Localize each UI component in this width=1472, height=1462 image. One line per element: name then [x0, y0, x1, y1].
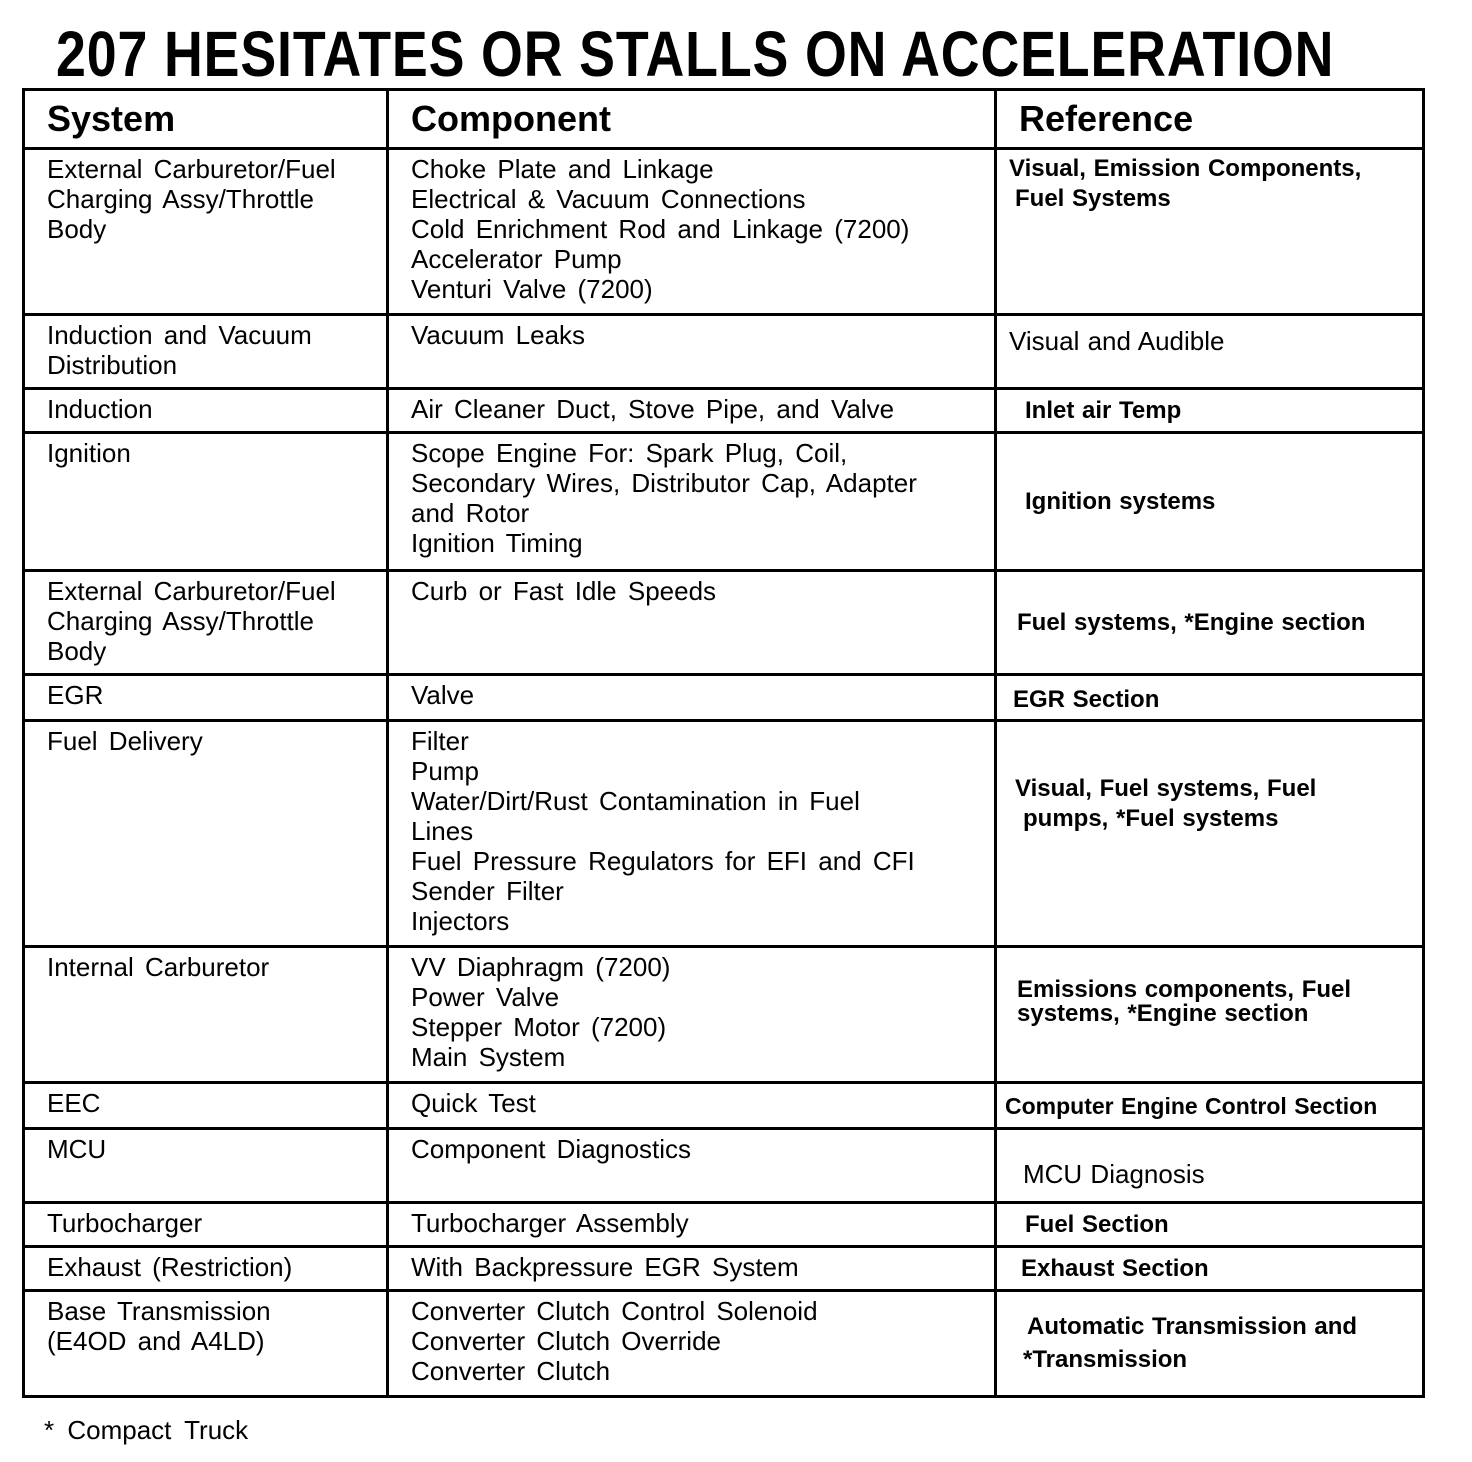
table-row	[24, 1247, 1424, 1291]
component-line: Venturi Valve (7200)	[411, 274, 653, 304]
system-line: Turbocharger	[47, 1208, 203, 1238]
reference-cell	[996, 721, 1424, 947]
header-system: System	[24, 90, 388, 149]
system-line: EGR	[47, 680, 104, 710]
component-cell	[388, 1083, 996, 1129]
system-cell	[24, 1291, 388, 1397]
reference-cell	[996, 1203, 1424, 1247]
component-line: Choke Plate and Linkage	[411, 154, 714, 184]
system-line: Body	[47, 636, 107, 666]
reference-cell	[996, 1129, 1424, 1203]
system-line: Distribution	[47, 350, 178, 380]
reference-cell	[996, 947, 1424, 1083]
system-cell	[24, 947, 388, 1083]
system-cell	[24, 675, 388, 721]
reference-line: Visual and Audible	[1009, 326, 1225, 356]
system-line: External Carburetor/Fuel	[47, 154, 336, 184]
table-header-row	[24, 90, 1424, 149]
component-line: Sender Filter	[411, 876, 564, 906]
reference-cell	[996, 149, 1424, 315]
reference-line: Visual, Fuel systems, Fuel	[1015, 775, 1317, 802]
diagnostic-table	[22, 88, 1425, 1398]
system-line: Charging Assy/Throttle	[47, 606, 315, 636]
table-row	[24, 675, 1424, 721]
reference-line: pumps, *Fuel systems	[1023, 805, 1279, 832]
component-line: Lines	[411, 816, 474, 846]
table-row	[24, 1203, 1424, 1247]
component-cell	[388, 571, 996, 675]
component-cell	[388, 1291, 996, 1397]
table-row	[24, 1129, 1424, 1203]
system-cell	[24, 1247, 388, 1291]
table-row	[24, 1083, 1424, 1129]
component-cell	[388, 389, 996, 433]
header-reference: Reference	[996, 90, 1424, 149]
component-cell	[388, 675, 996, 721]
reference-line: Exhaust Section	[1021, 1254, 1209, 1282]
system-cell	[24, 571, 388, 675]
component-line: Stepper Motor (7200)	[411, 1012, 667, 1042]
system-line: (E4OD and A4LD)	[47, 1326, 265, 1356]
system-cell	[24, 1203, 388, 1247]
component-cell	[388, 433, 996, 571]
reference-cell	[996, 1083, 1424, 1129]
system-line: Body	[47, 214, 107, 244]
system-cell	[24, 1083, 388, 1129]
reference-line: Ignition systems	[1025, 487, 1216, 515]
component-line: Turbocharger Assembly	[411, 1208, 689, 1238]
component-line: Valve	[411, 680, 475, 710]
system-line: External Carburetor/Fuel	[47, 576, 336, 606]
reference-line: Visual, Emission Components,	[1009, 155, 1362, 182]
component-line: Converter Clutch Control Solenoid	[411, 1296, 818, 1326]
system-line: Induction	[47, 394, 153, 424]
header-component: Component	[388, 90, 996, 149]
component-cell	[388, 721, 996, 947]
reference-cell	[996, 571, 1424, 675]
component-line: VV Diaphragm (7200)	[411, 952, 671, 982]
reference-line: Automatic Transmission and	[1027, 1313, 1358, 1340]
component-cell	[388, 315, 996, 389]
reference-cell	[996, 389, 1424, 433]
component-cell	[388, 1129, 996, 1203]
component-line: Quick Test	[411, 1088, 536, 1118]
reference-line: MCU Diagnosis	[1023, 1159, 1205, 1189]
reference-cell	[996, 1291, 1424, 1397]
system-line: Fuel Delivery	[47, 726, 203, 756]
component-cell	[388, 149, 996, 315]
reference-line: *Transmission	[1023, 1346, 1188, 1373]
system-line: Internal Carburetor	[47, 952, 270, 982]
system-cell	[24, 433, 388, 571]
footnote: * Compact Truck	[44, 1415, 249, 1445]
system-cell	[24, 1129, 388, 1203]
component-line: With Backpressure EGR System	[411, 1252, 799, 1282]
component-line: Vacuum Leaks	[411, 320, 586, 350]
system-line: Base Transmission	[47, 1296, 271, 1326]
component-line: Electrical & Vacuum Connections	[411, 184, 806, 214]
system-cell	[24, 315, 388, 389]
reference-line: Fuel Systems	[1015, 185, 1171, 212]
component-line: Filter	[411, 726, 469, 756]
table-row	[24, 571, 1424, 675]
component-line: Scope Engine For: Spark Plug, Coil,	[411, 438, 848, 468]
component-line: Fuel Pressure Regulators for EFI and CFI	[411, 846, 915, 876]
table-row	[24, 389, 1424, 433]
reference-cell	[996, 1247, 1424, 1291]
reference-cell	[996, 433, 1424, 571]
reference-cell	[996, 675, 1424, 721]
system-line: Exhaust (Restriction)	[47, 1252, 293, 1282]
system-line: Ignition	[47, 438, 131, 468]
component-cell	[388, 947, 996, 1083]
table-row	[24, 149, 1424, 315]
component-line: Pump	[411, 756, 479, 786]
page-title: 207 HESITATES OR STALLS ON ACCELERATION	[56, 18, 1335, 90]
component-line: Power Valve	[411, 982, 560, 1012]
component-line: Cold Enrichment Rod and Linkage (7200)	[411, 214, 910, 244]
component-line: and Rotor	[411, 498, 530, 528]
component-cell	[388, 1247, 996, 1291]
system-line: Induction and Vacuum	[47, 320, 312, 350]
component-line: Injectors	[411, 906, 510, 936]
system-cell	[24, 149, 388, 315]
table-row	[24, 721, 1424, 947]
system-line: EEC	[47, 1088, 101, 1118]
component-line: Ignition Timing	[411, 528, 583, 558]
system-line: Charging Assy/Throttle	[47, 184, 315, 214]
component-line: Main System	[411, 1042, 566, 1072]
reference-line: Inlet air Temp	[1025, 396, 1182, 424]
reference-cell	[996, 315, 1424, 389]
reference-line: Emissions components, Fuel	[1017, 976, 1352, 1003]
table-row	[24, 315, 1424, 389]
table-row	[24, 1291, 1424, 1397]
reference-line: systems, *Engine section	[1017, 1000, 1309, 1027]
component-line: Component Diagnostics	[411, 1134, 692, 1164]
component-cell	[388, 1203, 996, 1247]
reference-line: Fuel systems, *Engine section	[1017, 608, 1366, 636]
table-row	[24, 947, 1424, 1083]
component-line: Curb or Fast Idle Speeds	[411, 576, 717, 606]
component-line: Water/Dirt/Rust Contamination in Fuel	[411, 786, 860, 816]
reference-line: EGR Section	[1013, 686, 1160, 713]
reference-line: Fuel Section	[1025, 1210, 1169, 1238]
component-line: Converter Clutch Override	[411, 1326, 721, 1356]
system-cell	[24, 389, 388, 433]
component-line: Secondary Wires, Distributor Cap, Adapter	[411, 468, 917, 498]
component-line: Converter Clutch	[411, 1356, 611, 1386]
component-line: Air Cleaner Duct, Stove Pipe, and Valve	[411, 394, 895, 424]
system-cell	[24, 721, 388, 947]
table-row	[24, 433, 1424, 571]
component-line: Accelerator Pump	[411, 244, 622, 274]
system-line: MCU	[47, 1134, 107, 1164]
reference-line: Computer Engine Control Section	[1005, 1092, 1378, 1119]
